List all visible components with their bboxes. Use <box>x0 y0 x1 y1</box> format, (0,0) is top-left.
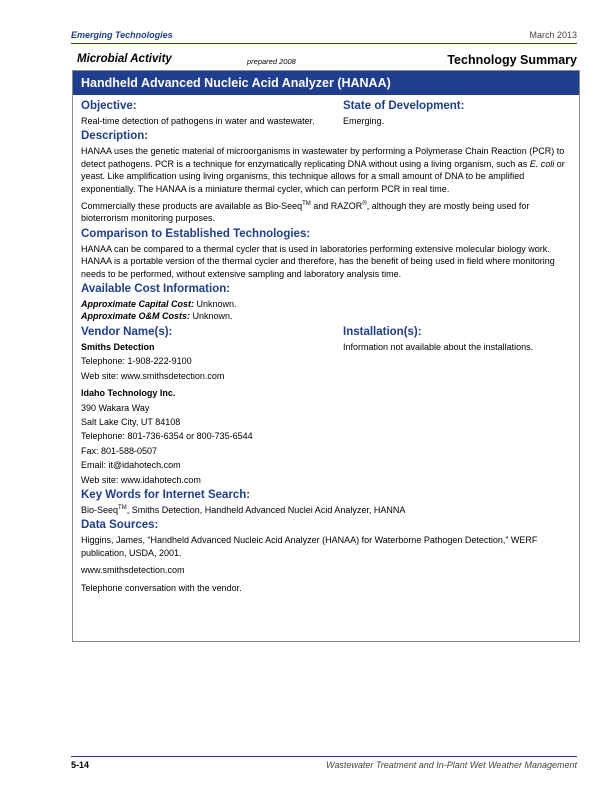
summary-header <box>77 53 577 69</box>
source-1: Higgins, James, “Handheld Advanced Nucleic Acid Analyzer (HANAA) for Waterborne Pathogen Detection,” WERF publication, USDA, 2001. <box>81 535 538 558</box>
vendor-2-phone: Telephone: 801-736-6354 or 800-735-6544 <box>81 431 253 442</box>
source-2: www.smithsdetection.com <box>81 565 185 576</box>
vendor-2-address-line-2: Salt Lake City, UT 84108 <box>81 416 181 427</box>
vendor-2-website: Web site: www.idahotech.com <box>81 474 201 485</box>
vendor-2-address-line-1: 390 Wakara Way <box>81 402 150 413</box>
description-paragraph-1: HANAA uses the genetic material of microorganisms in wastewater by performing a Polymerase Chain Reaction (PCR) to detect pathogens. PCR is a technique for enzymatically replicating DNA without using a living organism, such as E. coli or yeast. Like amplification using living organisms, this technique allows for a small amount of DNA to be amplified exponentially. The HANAA is a miniature thermal cycler, which can perform PCR in real time. <box>81 146 565 194</box>
category-label: Microbial Activity <box>77 53 172 65</box>
om-cost: Approximate O&M Costs: Unknown. <box>81 311 233 322</box>
state-text: Emerging. <box>343 116 385 126</box>
vendor-2-email: Email: it@idahotech.com <box>81 460 181 471</box>
cost-heading: Available Cost Information: <box>81 283 231 296</box>
description-heading: Description: <box>81 130 149 143</box>
objective-heading: Objective: <box>81 100 137 112</box>
vendor-section <box>81 325 321 486</box>
objective-section <box>81 99 321 127</box>
footer-rule <box>71 756 577 757</box>
installation-text: Information not available about the installations. <box>343 341 534 352</box>
objective-state-row <box>81 99 571 127</box>
vendor-1-website: Web site: www.smithsdetection.com <box>81 370 225 381</box>
comparison-heading: Comparison to Established Technologies: <box>81 227 311 240</box>
series-title: Emerging Technologies <box>71 30 173 40</box>
header-rule <box>71 43 577 44</box>
keywords-text: Bio-Seeq™, Smiths Detection, Handheld Advanced Nuclei Acid Analyzer, HANNA <box>81 504 406 515</box>
keywords-heading: Key Words for Internet Search: <box>81 488 251 501</box>
publication-date: March 2013 <box>529 30 577 40</box>
vendor-2-name: Idaho Technology Inc. <box>81 388 176 399</box>
objective-text: Real-time detection of pathogens in water and wastewater. <box>81 116 315 126</box>
summary-content <box>81 99 571 594</box>
vendor-installation-row <box>81 325 571 486</box>
vendor-2-fax: Fax: 801-588-0507 <box>81 445 158 456</box>
state-heading: State of Development: <box>343 100 465 112</box>
organism-name: E. coli <box>529 158 555 169</box>
prepared-date: prepared 2008 <box>247 57 296 66</box>
capital-cost: Approximate Capital Cost: Unknown. <box>81 299 237 310</box>
vendor-1-phone: Telephone: 1-908-222-9100 <box>81 356 192 367</box>
vendor-1-name: Smiths Detection <box>81 341 155 352</box>
sources-heading: Data Sources: <box>81 519 159 532</box>
state-section <box>343 99 571 127</box>
installation-heading: Installation(s): <box>343 325 422 338</box>
description-paragraph-2: Commercially these products are available as Bio-Seeq™ and RAZOR®, although they are mostly being used for bioterrorism monitoring purposes. <box>81 201 530 224</box>
summary-label: Technology Summary <box>447 53 577 67</box>
page-number: 5-14 <box>71 760 90 770</box>
installation-section <box>343 325 571 353</box>
source-3: Telephone conversation with the vendor. <box>81 582 242 593</box>
technology-title: Handheld Advanced Nucleic Acid Analyzer (HANAA) <box>73 71 579 95</box>
technology-summary-box <box>72 70 580 642</box>
comparison-text: HANAA can be compared to a thermal cycler that is used in laboratories performing extensive molecular biology work. HANAA is a portable version of the thermal cycler and therefore, has the benefit of being used in field where monitoring needs to be performed, without extensive sampling and laboratory analysis time. <box>81 243 555 279</box>
vendor-heading: Vendor Name(s): <box>81 325 173 338</box>
book-title: Wastewater Treatment and In-Plant Wet Weather Management <box>326 760 577 770</box>
